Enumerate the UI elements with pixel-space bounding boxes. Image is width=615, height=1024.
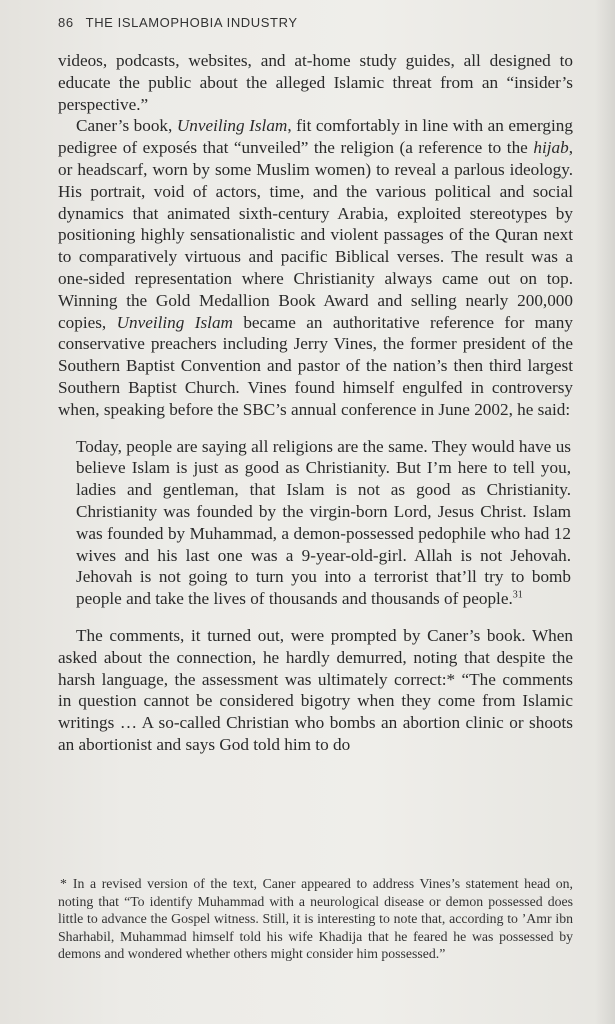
book-title: Unveiling Islam bbox=[176, 116, 288, 136]
block-quote bbox=[76, 436, 571, 610]
running-header bbox=[58, 15, 298, 30]
text-run: The comments, it turned out, were prompted by Caner’s book. When asked about the connection, he hardly demurred, noting that despite the harsh language, the assessment was ultimately correct: bbox=[58, 625, 573, 689]
endnote-reference: 31 bbox=[512, 589, 523, 601]
text-run: “The comments in question cannot be considered bigotry when they come from Islamic writings … A so-called Christian who bombs an abortion clinic or shoots an abortionist and says God told him to do bbox=[58, 669, 573, 754]
term-hijab: hijab bbox=[533, 138, 569, 158]
page-shadow bbox=[595, 0, 615, 1024]
text-run: , or headscarf, worn by some Muslim women) to reveal a parlous ideology. His portrait, void of actors, time, and the various political and social dynamics that animated sixth-century Arabia, exploited stereotypes by positioning highly sensationalistic and violent passages of the Quran next to comparatively virtuous and pacific Biblical verses. The result was a one-sided representation where Christianity always came out on top. Winning the Gold Medallion Book Award and selling nearly 200,000 copies, bbox=[58, 138, 573, 332]
paragraph-comments bbox=[58, 625, 573, 756]
footnote bbox=[58, 875, 573, 963]
paragraph-continuation: videos, podcasts, websites, and at-home study guides, all designed to educate the public about the alleged Islamic threat from an “insider’s perspective.” bbox=[58, 51, 573, 114]
paragraph-caner-book bbox=[58, 115, 573, 420]
footnote-marker: * bbox=[446, 669, 456, 689]
text-run: , fit comfortably in line with an emerging pedigree of exposés that “unveiled” the religion (a reference to the bbox=[58, 116, 573, 158]
text-run: became an authoritative reference for many conservative preachers including Jerry Vines, the former president of the Southern Baptist Convention and pastor of the nation’s then third largest Southern Baptist Church. Vines found himself engulfed in controversy when, speaking before the SBC’s annual conference in June 2002, he said: bbox=[58, 312, 573, 419]
running-title: THE ISLAMOPHOBIA INDUSTRY bbox=[85, 15, 298, 30]
footnote-mark: * bbox=[60, 876, 67, 891]
text-run: Caner’s book, bbox=[76, 116, 177, 136]
body-text bbox=[58, 50, 573, 756]
quote-text: Today, people are saying all religions are the same. They would have us believe Islam is just as good as Christianity. But I’m here to tell you, ladies and gentleman, that Islam is not as good as Christianity. Christianity was founded by the virgin-born Lord, Jesus Christ. Islam was founded by Muhammad, a demon-possessed pedophile who had 12 wives and his last one was a 9-year-old-girl. Allah is not Jehovah. Jehovah is not going to turn you into a terrorist that’ll try to bomb people and take the lives of thousands and thousands of people. bbox=[76, 436, 571, 609]
page-number: 86 bbox=[58, 15, 74, 30]
book-title: Unveiling Islam bbox=[116, 312, 233, 332]
footnote-text: In a revised version of the text, Caner appeared to address Vines’s statement head on, noting that “To identify Muhammad with a neurological disease or demon possessed does little to advance the Gospel witness. Still, it is interesting to note that, according to ’Amr ibn Sharhabil, Muhammad himself told his wife Khadija that he feared he was possessed by demons and wondered whether others might consider him possessed.” bbox=[58, 876, 573, 962]
